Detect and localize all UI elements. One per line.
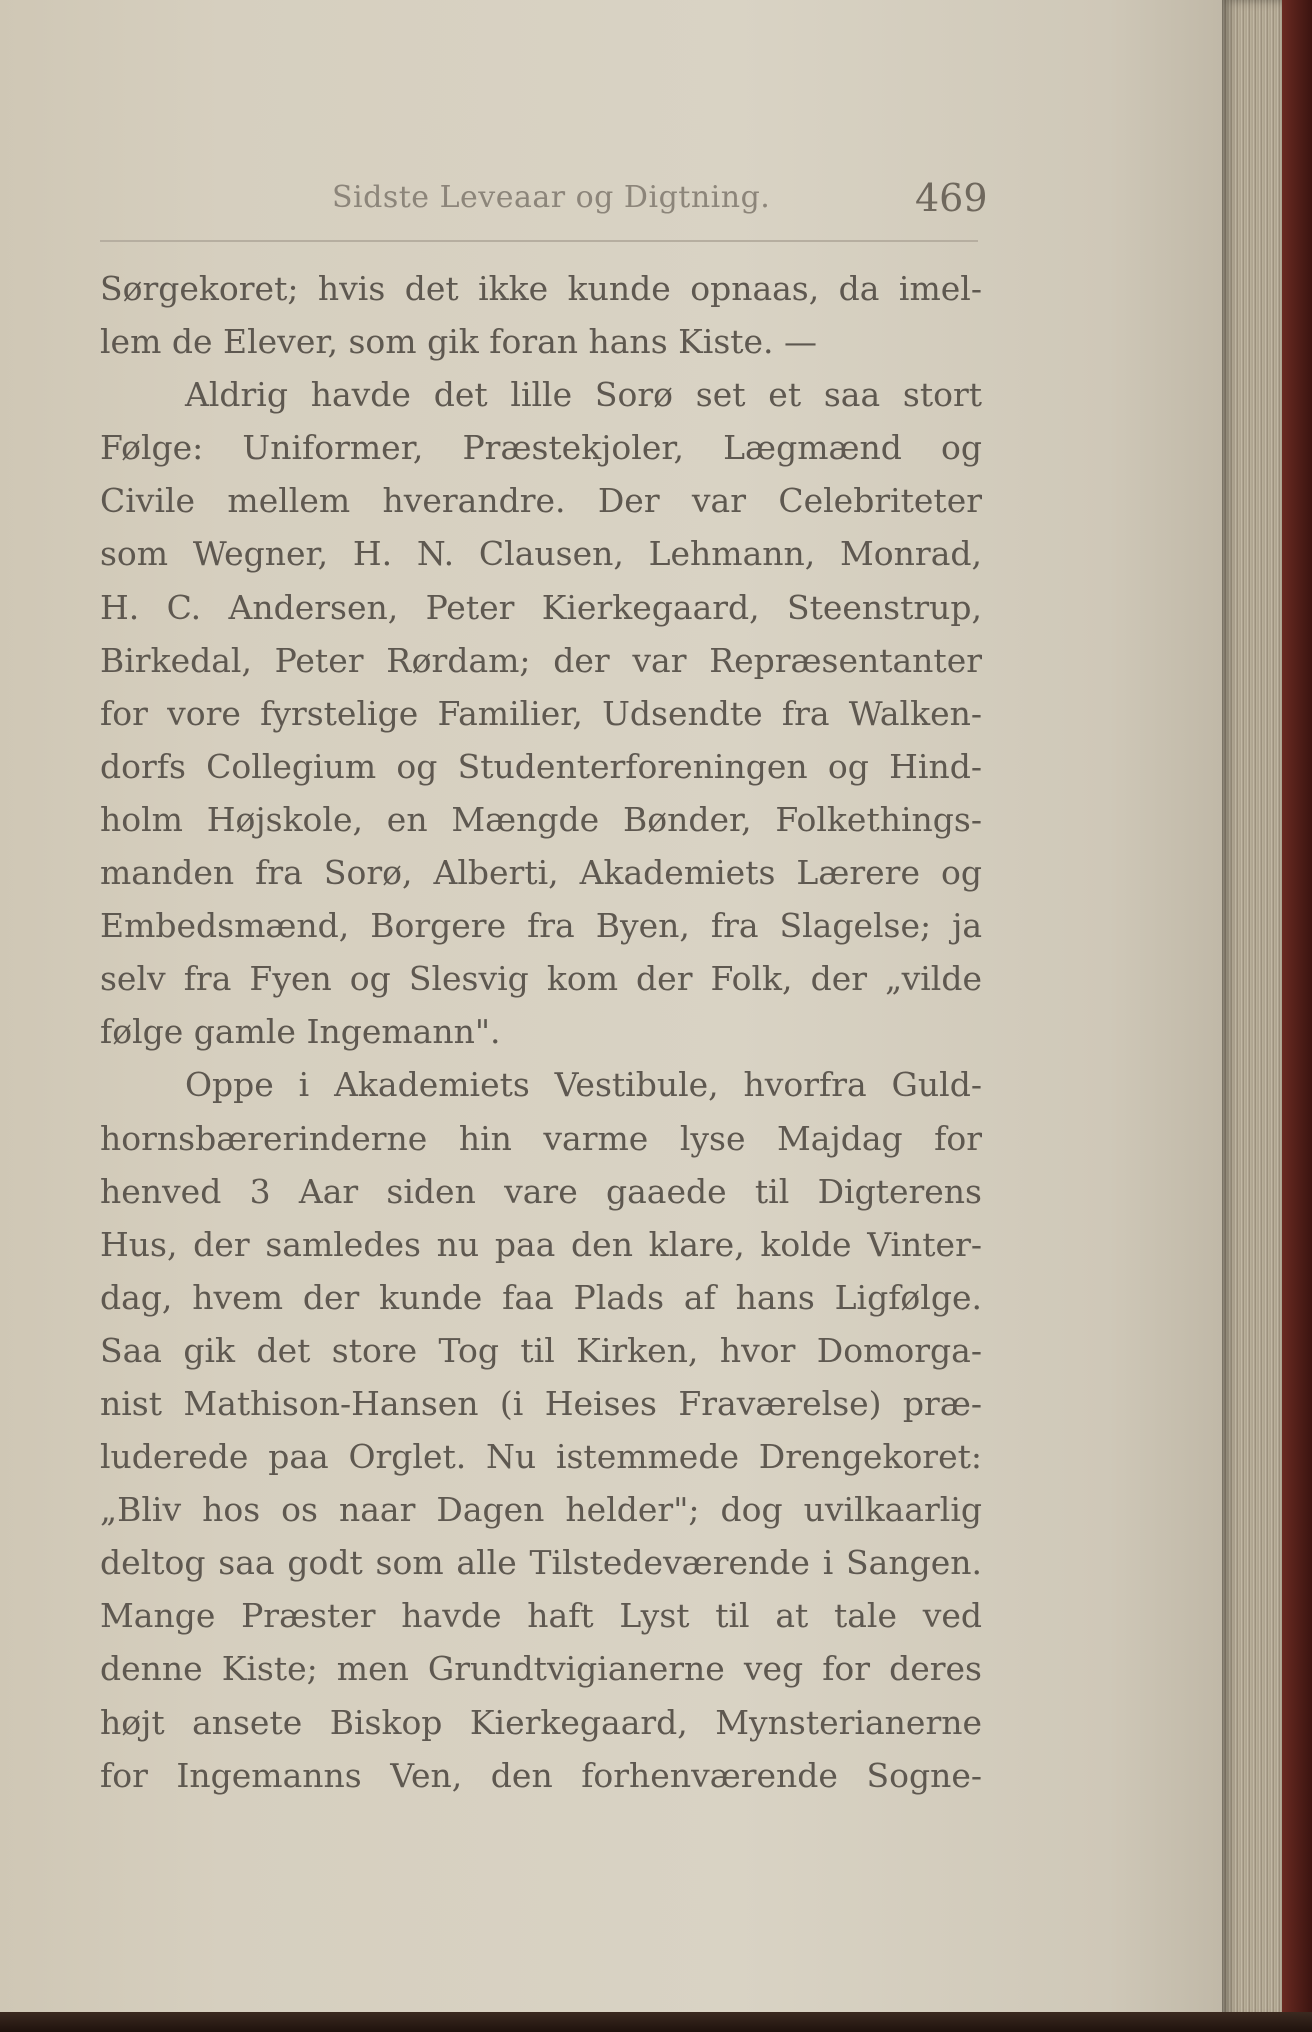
text-line: manden fra Sorø, Alberti, Akademiets Lærere og bbox=[100, 853, 982, 893]
text-line: dag, hvem der kunde faa Plads af hans Ligfølge. bbox=[100, 1277, 982, 1317]
text-line: Mange Præster havde haft Lyst til at tale ved bbox=[100, 1596, 982, 1636]
text-line: „Bliv hos os naar Dagen helder"; dog uvilkaarlig bbox=[100, 1490, 982, 1530]
text-line: holm Højskole, en Mængde Bønder, Folkethings- bbox=[100, 799, 982, 839]
text-line: for vore fyrstelige Familier, Udsendte fra Walken- bbox=[100, 693, 982, 733]
page-fore-edge bbox=[1222, 0, 1282, 2020]
text-line: for Ingemanns Ven, den forhenværende Sogne- bbox=[100, 1755, 982, 1795]
text-line: Oppe i Akademiets Vestibule, hvorfra Guld- bbox=[185, 1065, 982, 1105]
body-text bbox=[100, 262, 982, 1802]
text-line: Aldrig havde det lille Sorø set et saa stort bbox=[185, 375, 982, 415]
text-line: denne Kiste; men Grundtvigianerne veg for deres bbox=[100, 1649, 982, 1689]
text-line: lem de Elever, som gik foran hans Kiste. — bbox=[100, 322, 818, 362]
text-line: Hus, der samledes nu paa den klare, kolde Vinter- bbox=[100, 1224, 982, 1264]
book-bottom-edge bbox=[0, 2012, 1312, 2032]
text-line: hornsbærerinderne hin varme lyse Majdag for bbox=[100, 1118, 982, 1158]
text-line: H. C. Andersen, Peter Kierkegaard, Steenstrup, bbox=[100, 587, 982, 627]
page-header bbox=[100, 170, 988, 230]
text-line: dorfs Collegium og Studenterforeningen og Hind- bbox=[100, 746, 982, 786]
text-line: Følge: Uniformer, Præstekjoler, Lægmænd og bbox=[100, 428, 982, 468]
text-line: højt ansete Biskop Kierkegaard, Mynsterianerne bbox=[100, 1702, 982, 1742]
text-line: selv fra Fyen og Slesvig kom der Folk, der „vilde bbox=[100, 959, 982, 999]
page-number: 469 bbox=[915, 176, 988, 220]
text-line: følge gamle Ingemann". bbox=[100, 1012, 501, 1052]
text-line: Saa gik det store Tog til Kirken, hvor Domorga- bbox=[100, 1330, 982, 1370]
text-line: nist Mathison-Hansen (i Heises Fraværelse) præ- bbox=[100, 1383, 982, 1423]
text-line: henved 3 Aar siden vare gaaede til Digterens bbox=[100, 1171, 982, 1211]
header-rule bbox=[100, 240, 978, 242]
text-line: Civile mellem hverandre. Der var Celebriteter bbox=[100, 481, 982, 521]
text-line: Birkedal, Peter Rørdam; der var Repræsentanter bbox=[100, 640, 982, 680]
text-line: Sørgekoret; hvis det ikke kunde opnaas, da imel- bbox=[100, 269, 982, 308]
text-line: som Wegner, H. N. Clausen, Lehmann, Monrad, bbox=[100, 534, 982, 574]
running-head: Sidste Leveaar og Digtning. bbox=[332, 180, 771, 215]
book-cover-edge bbox=[1282, 0, 1312, 2032]
text-line: deltog saa godt som alle Tilstedeværende i Sangen. bbox=[100, 1543, 982, 1583]
text-line: luderede paa Orglet. Nu istemmede Drengekoret: bbox=[100, 1437, 982, 1477]
text-line: Embedsmænd, Borgere fra Byen, fra Slagelse; ja bbox=[100, 906, 982, 946]
